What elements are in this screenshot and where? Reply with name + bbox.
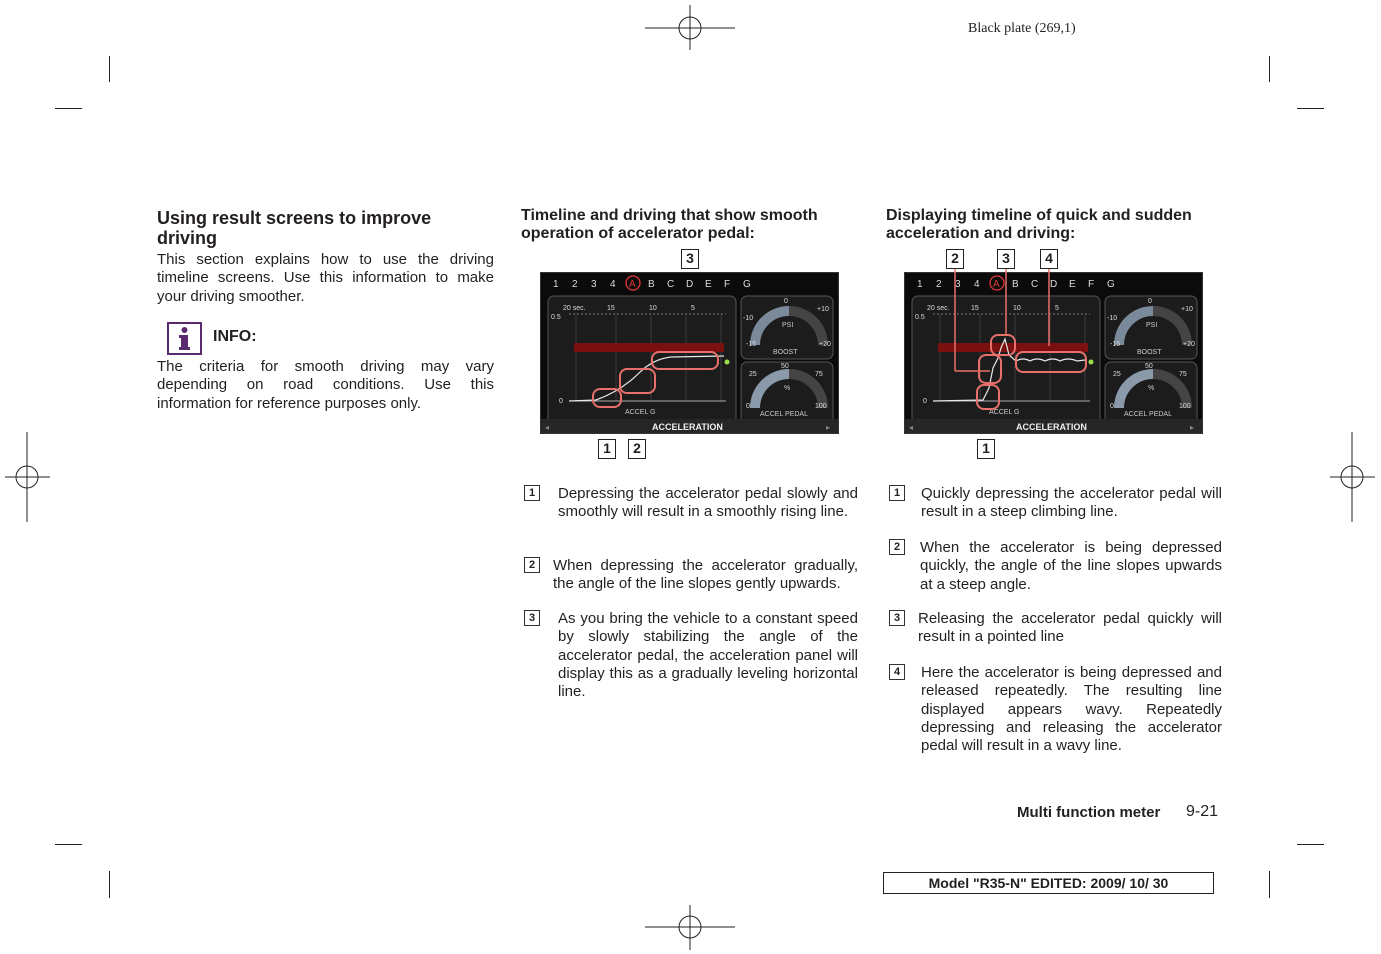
tab-label: C [667,279,675,290]
tab-label: F [1088,279,1095,290]
scroll-right-icon: ▸ [826,423,831,432]
list-item: Releasing the accelerator pedal quickly will result in a pointed line [918,610,1222,646]
scroll-left-icon: ◂ [545,423,550,432]
callout-2: 2 [628,439,646,459]
tab-label: 2 [936,279,942,290]
timeline-label: 10 [1013,305,1021,312]
tab-label: B [648,279,655,290]
item-number: 3 [889,610,905,626]
pedal-tick-label: 100 [815,403,827,410]
callout-3: 3 [681,249,699,269]
list-item: As you bring the vehicle to a constant speed by slowly stabilizing the angle of the accelerator pedal, the acceleration panel will display this as a gradually leveling horizontal line. [558,610,858,701]
item-number: 4 [889,664,905,680]
y-axis-zero-label: 0 [923,398,927,405]
callout-3: 3 [997,249,1015,269]
intro-paragraph: This section explains how to use the driving timeline screens. Use this information to make your driving smoother. [157,251,494,305]
pedal-unit-label: % [784,385,791,392]
tab-label: 4 [610,279,616,290]
item-number: 2 [524,557,540,573]
list-item: When the accelerator is being depressed quickly, the angle of the line slopes upwards at a steep angle. [920,539,1222,593]
boost-tick-label: -10 [1107,315,1118,322]
boost-tick-label: +20 [1183,341,1195,348]
current-dot [725,360,730,365]
list-item: Depressing the accelerator pedal slowly and smoothly will result in a smoothly rising line. [558,485,858,521]
boost-label: BOOST [773,349,798,356]
pedal-tick-label: 75 [1179,371,1187,378]
item-number: 3 [524,610,540,626]
page-number: 9-21 [1186,803,1219,820]
registration-mark-bottom [645,905,735,950]
boost-tick-label: +20 [819,341,831,348]
timeline-label: 5 [691,305,695,312]
footer-section: Multi function meter [1017,804,1161,821]
callout-1: 1 [977,439,995,459]
timeline-label: 15 [607,305,615,312]
registration-mark-right [1330,432,1375,522]
pedal-tick-label: 50 [1145,363,1153,370]
info-paragraph: The criteria for smooth driving may vary depending on road conditions. Use this information for reference purposes only. [157,358,494,412]
pedal-tick-label: 100 [1179,403,1191,410]
tab-label: D [1050,279,1058,290]
tab-label: G [743,279,751,290]
registration-mark-top [645,5,735,50]
timeline-label: 15 [971,305,979,312]
section-title: Using result screens to improve driving [157,208,432,248]
tab-label: A [993,279,1000,290]
pedal-unit-label: % [1148,385,1155,392]
callout-1: 1 [598,439,616,459]
pedal-tick-label: 0 [1110,403,1114,410]
tab-label: C [1031,279,1039,290]
red-band [574,343,724,352]
graph-label: ACCEL G [625,409,656,416]
list-item: When depressing the accelerator gradually, the angle of the line slopes gently upwards. [553,557,858,593]
model-box: Model "R35-N" EDITED: 2009/ 10/ 30 [883,872,1214,894]
pedal-tick-label: 0 [746,403,750,410]
tab-label: 3 [591,279,597,290]
tab-label: F [724,279,731,290]
boost-tick-label: -10 [743,315,754,322]
pedal-tick-label: 50 [781,363,789,370]
pedal-tick-label: 75 [815,371,823,378]
item-number: 1 [889,485,905,501]
timeline-label: 20 sec. [563,305,586,312]
screen-smooth [540,272,839,434]
timeline-label: 20 sec. [927,305,950,312]
timeline-label: 10 [649,305,657,312]
callout-2: 2 [946,249,964,269]
boost-tick-label: -15 [746,341,757,348]
boost-tick-label: 0 [784,298,788,305]
pedal-tick-label: 25 [749,371,757,378]
tab-label: E [705,279,712,290]
scroll-left-icon: ◂ [909,423,914,432]
boost-tick-label: +10 [1181,306,1193,313]
pedal-label: ACCEL PEDAL [760,411,808,418]
scroll-right-icon: ▸ [1190,423,1195,432]
tab-label: D [686,279,694,290]
plate-label: Black plate (269,1) [968,21,1076,36]
tab-label: 1 [917,279,923,290]
psi-label: PSI [782,322,794,329]
callout-leaders [940,266,1090,386]
pedal-label: ACCEL PEDAL [1124,411,1172,418]
timeline-label: 5 [1055,305,1059,312]
screen-footer-label: ACCELERATION [652,422,723,432]
right-title: Displaying timeline of quick and sudden acceleration and driving: [886,207,1192,242]
tab-label: 1 [553,279,559,290]
registration-mark-left [5,432,50,522]
boost-label: BOOST [1137,349,1162,356]
item-number: 2 [889,539,905,555]
info-label: INFO: [213,328,257,345]
tab-label: G [1107,279,1115,290]
list-item: Here the accelerator is being depressed and released repeatedly. The resulting line displayed appears wavy. Repeatedly depressing and releasing the accelerator pedal will result in a wavy line. [921,664,1222,755]
list-item: Quickly depressing the accelerator pedal will result in a steep climbing line. [921,485,1222,521]
y-axis-zero-label: 0 [559,398,563,405]
boost-tick-label: +10 [817,306,829,313]
info-icon [167,322,202,355]
tab-label: 4 [974,279,980,290]
pedal-tick-label: 25 [1113,371,1121,378]
tab-label: E [1069,279,1076,290]
item-number: 1 [524,485,540,501]
callout-4: 4 [1040,249,1058,269]
tab-label: B [1012,279,1019,290]
tab-label: A [629,279,636,290]
boost-tick-label: -15 [1110,341,1121,348]
y-axis-top-label: 0.5 [915,314,925,321]
boost-tick-label: 0 [1148,298,1152,305]
graph-label: ACCEL G [989,409,1020,416]
middle-title: Timeline and driving that show smooth operation of accelerator pedal: [521,207,818,242]
tab-label: 3 [955,279,961,290]
tab-label: 2 [572,279,578,290]
psi-label: PSI [1146,322,1158,329]
screen-footer-label: ACCELERATION [1016,422,1087,432]
y-axis-top-label: 0.5 [551,314,561,321]
